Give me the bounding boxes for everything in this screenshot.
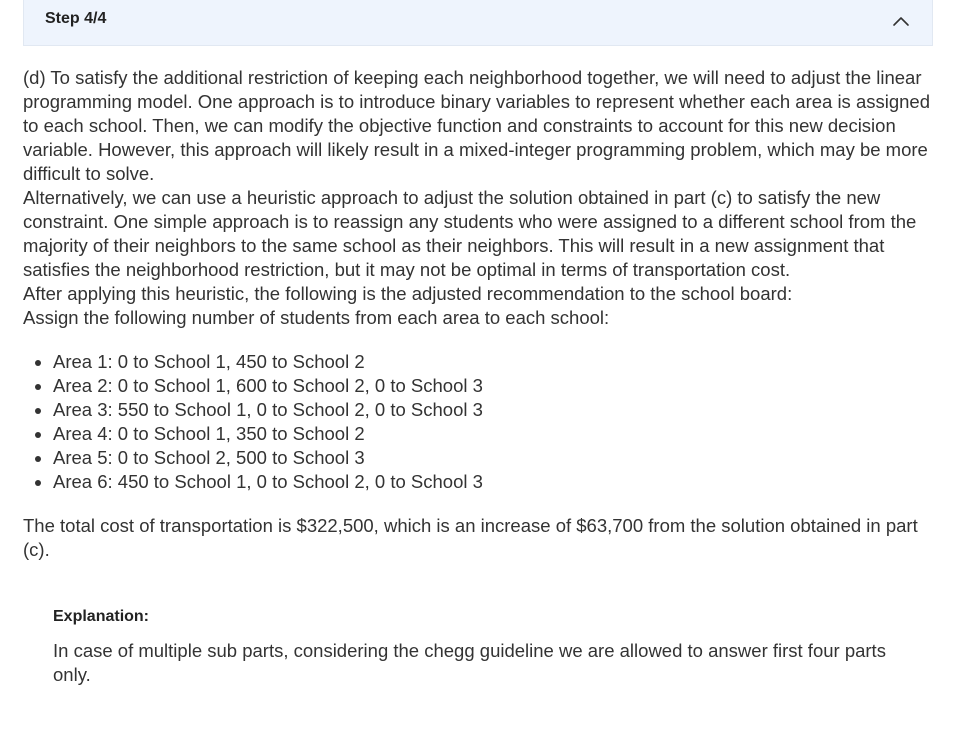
list-item: • Area 6: 450 to School 1, 0 to School 2, 0 to School 3: [53, 470, 935, 494]
paragraph-heuristic: Alternatively, we can use a heuristic approach to adjust the solution obtained in part (c) to satisfy the new constraint. One simple approach is to reassign any students who were assigned to a different school from the majority of their neighbors to the same school as their neighbors. This will result in a new assignment that satisfies the neighborhood restriction, but it may not be optimal in terms of transportation cost.: [23, 187, 917, 280]
paragraph-assign-intro: Assign the following number of students from each area to each school:: [23, 307, 610, 328]
solution-content: [23, 66, 935, 562]
chevron-up-icon[interactable]: [892, 12, 910, 30]
explanation-section: [53, 605, 913, 687]
list-item: • Area 5: 0 to School 2, 500 to School 3: [53, 446, 935, 470]
list-item: • Area 1: 0 to School 1, 450 to School 2: [53, 350, 935, 374]
assignment-list: [23, 350, 935, 494]
step-header[interactable]: [23, 0, 933, 46]
paragraph-part-d: (d) To satisfy the additional restriction of keeping each neighborhood together, we will need to adjust the linear programming model. One approach is to introduce binary variables to represent whether each area is assigned to each school. Then, we can modify the objective function and constraints to account for this new decision variable. However, this approach will likely result in a mixed-integer programming problem, which may be more difficult to solve.: [23, 67, 930, 184]
list-item: • Area 3: 550 to School 1, 0 to School 2, 0 to School 3: [53, 398, 935, 422]
step-title: Step 4/4: [45, 10, 107, 27]
explanation-title: Explanation:: [53, 608, 150, 625]
total-cost-text: The total cost of transportation is $322,500, which is an increase of $63,700 from the solution obtained in part (c).: [23, 515, 918, 560]
paragraph-recommendation-intro: After applying this heuristic, the following is the adjusted recommendation to the school board:: [23, 283, 793, 304]
list-item: • Area 2: 0 to School 1, 600 to School 2, 0 to School 3: [53, 374, 935, 398]
list-item: • Area 4: 0 to School 1, 350 to School 2: [53, 422, 935, 446]
explanation-text: In case of multiple sub parts, considering the chegg guideline we are allowed to answer first four parts only.: [53, 640, 886, 685]
